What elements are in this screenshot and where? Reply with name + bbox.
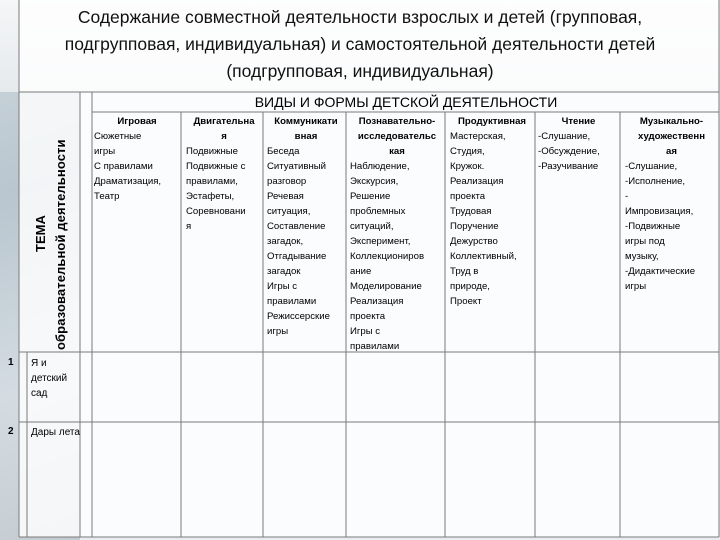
column-item: проблемных — [350, 206, 406, 217]
row-topic-line: Я и — [31, 358, 47, 369]
column-item: проекта — [350, 311, 386, 322]
column-item: Игры с — [267, 281, 298, 292]
column-item: ситуация, — [267, 206, 311, 217]
column-item: Реализация — [350, 296, 404, 307]
column-item: Решение — [350, 191, 391, 202]
column-music-art — [625, 114, 718, 294]
column-item: Составление — [267, 221, 326, 232]
column-item: Проект — [450, 296, 482, 307]
column-item: -Слушание, — [538, 131, 591, 142]
column-item: правилами, — [186, 176, 238, 187]
column-header: Игровая — [117, 116, 157, 127]
row-topic-line: детский — [31, 373, 68, 384]
column-item: -Дидактические — [625, 266, 696, 277]
page-title: Содержание совместной деятельности взрослых и детей (групповая, подгрупповая, индивидуальная) и самостоятельной деятельности детей (подгрупповая, индивидуальная) — [64, 7, 656, 81]
column-item: Подвижные с — [186, 161, 246, 172]
column-item: Драматизация, — [94, 176, 162, 187]
column-item: Соревновани — [186, 206, 246, 217]
column-header: художественн — [638, 131, 705, 142]
row-number: 2 — [8, 426, 14, 437]
left-header-line1: ТЕМА — [33, 215, 48, 252]
column-header: я — [221, 131, 227, 142]
column-item: Эксперимент, — [350, 236, 411, 247]
column-item: игры — [94, 146, 116, 157]
column-header: Познавательно- — [358, 116, 436, 127]
column-play — [94, 114, 180, 204]
column-item: Поручение — [450, 221, 499, 232]
column-item: Речевая — [267, 191, 304, 202]
column-item: проекта — [450, 191, 486, 202]
column-item: Отгадывание — [267, 251, 327, 262]
row-topic — [31, 356, 79, 401]
column-item: Импровизация, — [625, 206, 694, 217]
column-item: Экскурсия, — [350, 176, 399, 187]
column-reading — [538, 114, 619, 174]
column-item: Моделирование — [350, 281, 422, 292]
row-topic-line: Дары лета — [31, 427, 80, 438]
column-item: правилами — [267, 296, 317, 307]
column-item: правилами — [350, 341, 400, 352]
column-item: Подвижные — [186, 146, 239, 157]
column-item: я — [186, 221, 192, 232]
column-item: Трудовая — [450, 206, 492, 217]
left-header — [19, 92, 79, 352]
column-item: ситуаций, — [350, 221, 394, 232]
column-item: природе, — [450, 281, 490, 292]
column-item: Игры с — [350, 326, 381, 337]
column-header: Продуктивная — [457, 116, 527, 127]
column-item: игры — [267, 326, 289, 337]
column-item: игры под — [625, 236, 665, 247]
column-item: Труд в — [450, 266, 479, 277]
column-item: Коллективный, — [450, 251, 517, 262]
column-header: кая — [389, 146, 405, 157]
column-header: Коммуникати — [274, 116, 338, 127]
column-item: -Слушание, — [625, 161, 678, 172]
column-header: Музыкально- — [639, 116, 704, 127]
column-item: С правилами — [94, 161, 153, 172]
column-cognitive-research — [350, 114, 444, 354]
row-topic-line: сад — [31, 388, 48, 399]
column-productive — [450, 114, 534, 309]
column-item: разговор — [267, 176, 307, 187]
column-item: Наблюдение, — [350, 161, 410, 172]
column-item: -Подвижные — [625, 221, 681, 232]
column-item: -Исполнение, — [625, 176, 686, 187]
column-item: -Обсуждение, — [538, 146, 600, 157]
column-item: ание — [350, 266, 372, 277]
column-item: загадок — [267, 266, 301, 277]
column-item: Ситуативный — [267, 161, 327, 172]
column-item: Дежурство — [450, 236, 498, 247]
column-motor — [186, 114, 262, 234]
column-item: игры — [625, 281, 647, 292]
column-item: Мастерская, — [450, 131, 506, 142]
column-item: Реализация — [450, 176, 504, 187]
column-item: Режиссерские — [267, 311, 330, 322]
column-communicative — [267, 114, 345, 339]
row-topic — [31, 425, 91, 440]
column-item: Сюжетные — [94, 131, 142, 142]
column-item: - — [625, 191, 629, 202]
column-header: вная — [294, 131, 318, 142]
column-item: Студия, — [450, 146, 485, 157]
column-header: Двигательна — [193, 116, 255, 127]
column-item: музыку, — [625, 251, 659, 262]
column-header: ая — [666, 146, 677, 157]
column-item: Коллекциониров — [350, 251, 425, 262]
column-item: Беседа — [267, 146, 300, 157]
column-item: загадок, — [267, 236, 304, 247]
activities-header: ВИДЫ И ФОРМЫ ДЕТСКОЙ ДЕЯТЕЛЬНОСТИ — [254, 94, 558, 110]
column-item: -Разучивание — [538, 161, 599, 172]
column-item: Эстафеты, — [186, 191, 235, 202]
left-header-line2: образовательной деятельности — [53, 139, 68, 350]
column-item: Кружок. — [450, 161, 485, 172]
column-header: исследовательс — [357, 131, 437, 142]
column-item: Театр — [94, 191, 120, 202]
column-header: Чтение — [561, 116, 596, 127]
row-number: 1 — [8, 357, 14, 368]
